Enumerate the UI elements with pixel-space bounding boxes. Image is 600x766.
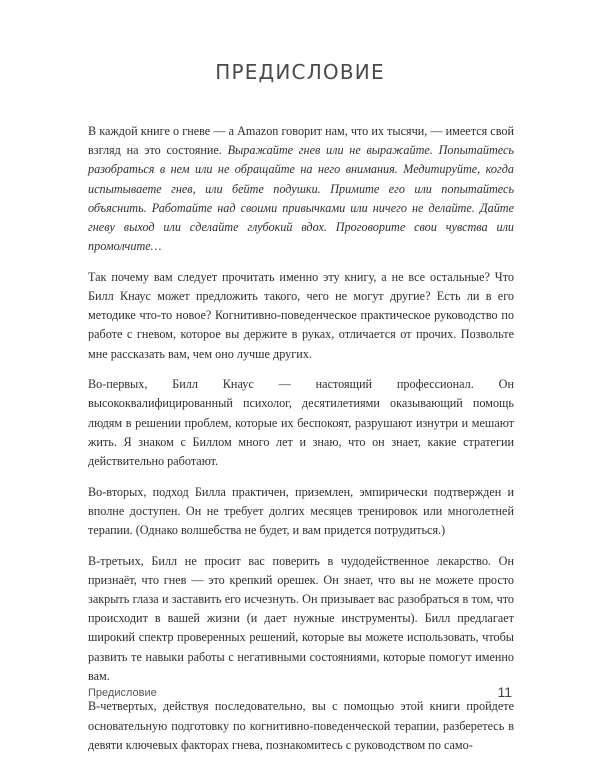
paragraph-6: В-четвертых, действуя последовательно, вы с помощью этой книги пройдете основательную подготовку по когнитивно-поведенческой терапии, разберетесь в девяти ключевых факторах гнева, познакомитесь с руководством по само- <box>88 699 514 752</box>
paragraph-5: В-третьих, Билл не просит вас поверить в чудодейственное лекарство. Он признаёт, что гнев — это крепкий орешек. Он знает, что вы не можете просто закрыть глаза и заставить его исчезнуть. Он призывает вас разобраться в том, что происходит в вашей жизни (и дает нужные инструменты). Билл предлагает широкий спектр проверенных решений, которые вы можете использовать, чтобы развить те навыки работы с негативными состояниями, которые помогут именно вам. <box>88 553 514 683</box>
paragraph-1-text: В каждой книге о гневе — а Amazon говорит нам, что их тысячи, — имеется свой взгляд на это состояние. <box>88 124 514 158</box>
paragraph-3: Во-первых, Билл Кнаус — настоящий профессионал. Он высококвалифицированный психолог, десятилетиями оказывающий помощь людям в решении проблем, которые их беспокоят, разрушают изнутри и мешают жить. Я знаком с Биллом много лет и знаю, что он знает, какие стратегии действительно работают. <box>88 377 514 469</box>
paragraph-1 <box>88 122 514 256</box>
page-number: 11 <box>497 684 512 700</box>
paragraph-2: Так почему вам следует прочитать именно эту книгу, а не все остальные? Что Билл Кнаус может предложить такого, чего не могут другие? Есть ли в его методике что-то новое? Когнитивно-поведенческое практическое руководство по работе с гневом, которое вы держите в руках, отличается от прочих. Позвольте мне рассказать вам, чем оно лучше других. <box>88 269 514 361</box>
paragraph-1-italic: Выражайте гнев или не выражайте. Попытайтесь разобраться в нем или не обращайте на него внимания. Медитируйте, когда испытываете гнев, или бейте подушки. Примите его или попытайтесь объяснить. Работайте над своими привычками или ничего не делайте. Дайте гневу выход или сделайте глубокий вдох. Проговорите свои чувства или промолчите… <box>88 143 514 254</box>
page-body <box>88 122 514 766</box>
paragraph-4: Во-вторых, подход Билла практичен, приземлен, эмпирически подтвержден и вполне доступен. Он не требует долгих месяцев тренировок или многолетней терапии. (Однако волшебства не будет, и вам придется потрудиться.) <box>88 484 514 538</box>
running-footer-section: Предисловие <box>88 687 157 699</box>
chapter-title: ПРЕДИСЛОВИЕ <box>215 60 385 84</box>
